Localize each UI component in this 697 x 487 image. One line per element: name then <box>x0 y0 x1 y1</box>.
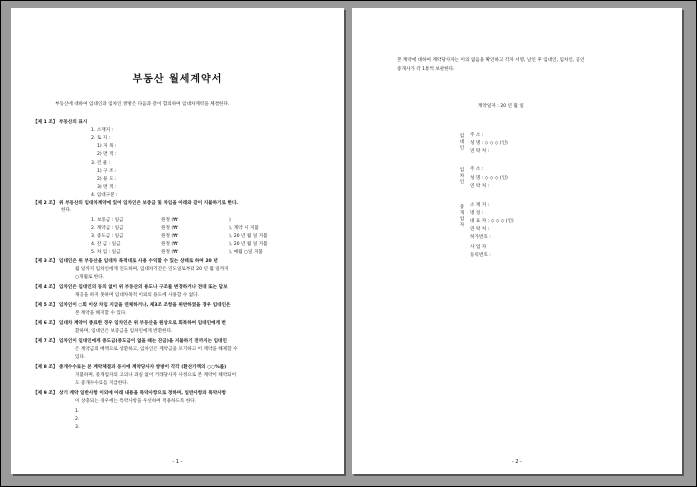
article-6-l1: 【제 6 조】 임대차 계약이 종료한 경우 임차인은 위 부동산을 원상으로 회복하여 임대인에게 반 <box>33 321 226 326</box>
land-area: 2) 면 적 : <box>97 152 117 157</box>
pay-row-label: 1. 보증금 : 일금 <box>91 218 124 223</box>
article-7-l3: 있다. <box>75 355 86 360</box>
article-2: 【제 2 조】 위 부동산의 임대차계약에 있어 임차인은 보증금 및 차임을 아래와 같이 지불하기로 한다. <box>33 201 239 206</box>
article-1-title: 【제 1 조】 부동산의 표시 <box>33 120 88 125</box>
confirmation-text-l1: 본 계약에 대하여 계약당사자는 이의 없음을 확인하고 각자 서명, 날인 후 임대인, 임차인, 공인 <box>397 58 585 63</box>
land-category: 1) 지 목 : <box>97 144 117 149</box>
special-item-3: 3. <box>75 425 80 430</box>
pay-row-tail: ), 매월 ○일 지불 <box>229 250 263 255</box>
pay-row-mid: 원정 (₩ <box>161 250 178 255</box>
building-use: 2) 용 도 : <box>97 177 117 182</box>
pay-row-tail: ), 계약 시 지불 <box>229 226 259 231</box>
document-page-2 <box>352 8 682 474</box>
pay-row-label: 2. 계약금 : 일금 <box>91 226 124 231</box>
lessee-address: 주 소 : <box>470 167 484 172</box>
page-number: - 2 - <box>512 459 522 465</box>
intro-text: 부동산에 대하여 임대인과 임차인 쌍방은 다음과 같이 합의하여 임대차계약을 체결한다. <box>55 102 230 107</box>
special-item-2: 2. <box>75 417 80 422</box>
article-3-l3: ○개월로 한다. <box>75 275 105 280</box>
pay-row-tail: ) <box>229 218 231 223</box>
document-page-1 <box>11 8 344 474</box>
lessor-label: 임대인 <box>459 134 465 151</box>
article-4-l2: 제공을 하지 못하며 임대차목적 이외의 용도에 사용할 수 없다. <box>75 293 200 298</box>
agent-reg-no: 등록번호 : <box>470 253 491 258</box>
article-7-l1: 【제 7 조】 임차인이 임대인에게 중도금(중도금이 없을 때는 잔금)을 지불하기 전까지는 임대인 <box>33 339 227 344</box>
article-3-l2: 월 일까지 임차인에게 인도하며, 임대차기간은 인도일로부터 20 년 월 일까지 <box>75 267 229 272</box>
article-5-l1: 【제 5 조】 임차인이 ○회 이상 차임 지급을 연체하거나, 제3조 조항을 위반하였을 경우 임대인은 <box>33 303 231 308</box>
address-line: 1. 소재지 : <box>91 128 114 133</box>
building-line: 3. 건 물 : <box>91 161 111 166</box>
article-7-l2: 은 계약금의 배액으로 상환하고, 임차인은 계약금을 포기하고 이 계약을 해제할 수 <box>75 347 238 352</box>
confirmation-text-l2: 중개사가 각 1통씩 보관한다. <box>397 67 455 72</box>
land-line: 2. 토 지 : <box>91 136 111 141</box>
pay-row-mid: 원정 (₩ <box>161 226 178 231</box>
agent-representative: 대 표 자 : ◇ ◇ ◇ (인) <box>470 219 514 224</box>
building-area: 3) 면 적 : <box>97 185 117 190</box>
lessee-name: 성 명 : ◇ ◇ ◇ (인) <box>470 176 508 181</box>
agent-office-name: 명 칭 : <box>470 211 484 216</box>
agent-location: 소 재 지 : <box>470 203 490 208</box>
contract-date: 계약일자 : 20 년 월 일 <box>478 104 524 109</box>
agent-permit-no: 허가번호 : <box>470 235 491 240</box>
building-structure: 1) 구 조 : <box>97 169 117 174</box>
agent-contact: 연 락 처 : <box>470 227 490 232</box>
lease-part: 4. 임대구분 : <box>91 193 118 198</box>
article-6-l2: 환하며, 임대인은 보증금을 임차인에게 반환한다. <box>75 329 173 334</box>
lessee-label: 임차인 <box>459 168 465 185</box>
pay-row-mid: 원정 (₩ <box>161 218 178 223</box>
article-9-l1: 【제 9 조】 상기 계약 일반사항 이외에 아래 내용을 특약사항으로 정하며, 일반사항과 특약사항 <box>33 391 227 396</box>
article-9-l2: 이 상충되는 경우에는 특약사항을 우선하여 적용하도록 한다. <box>75 399 197 404</box>
agent-business: 사 업 자 <box>470 245 487 250</box>
article-5-l2: 본 계약을 해지할 수 있다. <box>75 311 127 316</box>
lessor-name: 성 명 : ◇ ◇ ◇ (인) <box>470 141 508 146</box>
pay-row-mid: 원정 (₩ <box>161 242 178 247</box>
article-3-l1: 【제 3 조】 임대인은 위 부동산을 임대차 목적대로 사용 수익할 수 있는 상태로 하여 20 년 <box>33 259 218 264</box>
pay-row-label: 3. 중도금 : 일금 <box>91 234 124 239</box>
page-number: - 1 - <box>172 459 183 465</box>
pay-row-tail: ), 20 년 월 일 지불 <box>229 242 268 247</box>
special-item-1: 1. <box>75 409 80 414</box>
pay-row-tail: ), 20 년 월 일 지불 <box>229 234 268 239</box>
article-8-l1: 【제 8 조】 중개수수료는 본 계약체결과 동시에 계약당사자 쌍방이 각각 (환산가액의 ○○%를) <box>33 365 227 370</box>
page-title: 부동산 월세계약서 <box>132 74 223 85</box>
lessee-contact: 연 락 처 : <box>470 184 490 189</box>
lessor-contact: 연 락 처 : <box>470 149 490 154</box>
article-8-l3: 도 중개수수료를 지급한다. <box>75 381 129 386</box>
article-4-l1: 【제 4 조】 임차인은 임대인의 동의 없이 위 부동산의 용도나 구조를 변경하거나 전대 또는 담보 <box>33 285 228 290</box>
lessor-address: 주 소 : <box>470 133 484 138</box>
pay-row-mid: 원정 (₩ <box>161 234 178 239</box>
article-8-l2: 지불하며, 중개업자의 고의나 과실 없이 거래당사자 사정으로 본 계약이 해약되어 <box>75 373 237 378</box>
article-2-cont: 한다. <box>61 208 72 213</box>
pay-row-label: 5. 차 임 : 일금 <box>91 250 121 255</box>
pay-row-label: 4. 잔 금 : 일금 <box>91 242 121 247</box>
agent-label: 중개업자 <box>459 205 465 228</box>
